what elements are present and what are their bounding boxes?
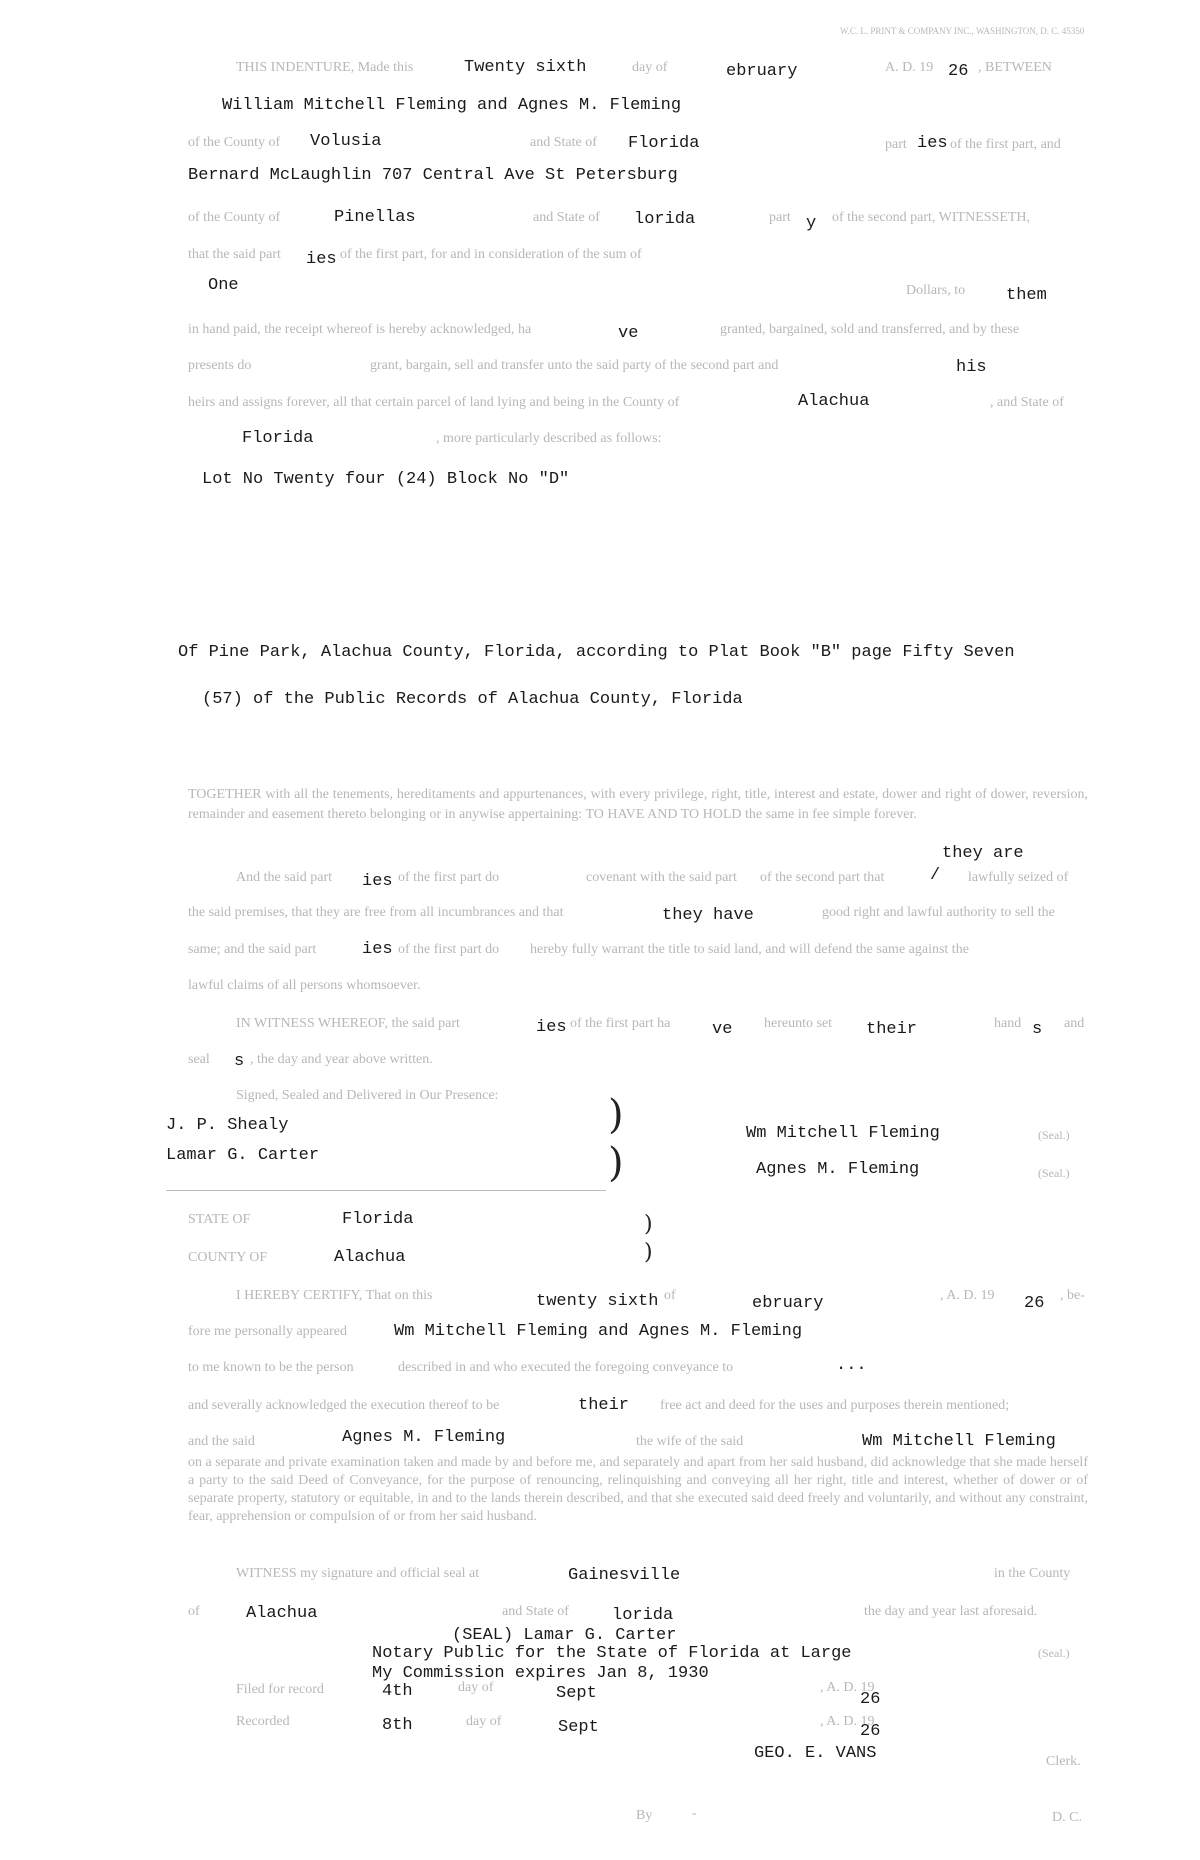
covenant-text: lawful claims of all persons whomsoever. [188,978,421,993]
described-label: , more particularly described as follows: [436,431,662,446]
seal-label: seal [188,1052,210,1067]
witness-seal-text: WITNESS my signature and official seal at [236,1566,480,1581]
divider-rule [166,1190,606,1191]
filed-month: Sept [556,1684,597,1703]
year-value: 26 [948,62,969,81]
part-suffix: ies [536,1018,567,1037]
covenant-text: hereby fully warrant the title to said land, and will defend the same against the [530,942,969,957]
ack-county: Alachua [246,1604,318,1623]
consideration-text: of the first part, for and in consideration of the sum of [340,247,642,262]
county-label: COUNTY OF [188,1250,268,1265]
part-suffix: ies [362,872,393,891]
wife-name: Agnes M. Fleming [342,1428,506,1447]
presents-do: presents do [188,358,252,373]
ack-month: ebruary [752,1294,824,1313]
amount-value: One [208,276,239,295]
wife-text: and the said [188,1434,255,1449]
granted-text: granted, bargained, sold and transferred, and by these [720,322,1020,337]
day-value: Twenty sixth [464,58,587,77]
that-said-part: that the said part [188,247,281,262]
in-county-label: in the County [994,1566,1071,1581]
slash-mark: / [930,866,941,885]
witness-clause: IN WITNESS WHEREOF, the said part [236,1016,460,1031]
state-value: Florida [342,1210,414,1229]
day-year-text: , the day and year above written. [250,1052,433,1067]
by-label: By [636,1808,653,1823]
severally-text: and severally acknowledged the execution thereof to be [188,1398,500,1413]
grantor-signature: Agnes M. Fleming [756,1160,920,1179]
ack-day: twenty sixth [536,1292,659,1311]
seal-label: (Seal.) [1038,1166,1070,1180]
clerk-label: Clerk. [1046,1754,1081,1769]
covenant-text: of the first part do [398,942,500,957]
appeared-names: Wm Mitchell Fleming and Agnes M. Fleming [394,1322,803,1341]
indenture-intro: THIS INDENTURE, Made this [236,60,414,75]
grantee: Bernard McLaughlin 707 Central Ave St Petersburg [188,166,678,185]
appeared-text: fore me personally appeared [188,1324,347,1339]
covenant-text: And the said part [236,870,333,885]
husband-name: Wm Mitchell Fleming [862,1432,1056,1451]
recorded-month: Sept [558,1718,599,1737]
ad-label: , A. D. 19 [820,1680,875,1695]
filed-year: 26 [860,1690,881,1709]
seal-label: (Seal.) [1038,1128,1070,1142]
and-state-label: and State of [502,1604,569,1619]
ad-label: A. D. 19 [885,60,934,75]
covenant-text: lawfully seized of [968,870,1069,885]
covenant-text: the said premises, that they are free from all incumbrances and that [188,905,564,920]
and-label: and [1064,1016,1085,1031]
covenant-text: of the first part do [398,870,500,885]
clerk-name: GEO. E. VANS [754,1744,877,1763]
filed-label: Filed for record [236,1682,324,1697]
venue-brace: ) [644,1212,653,1237]
witness-signature: J. P. Shealy [166,1116,289,1135]
deputy-clerk-label: D. C. [1052,1810,1082,1825]
witness-clause: hereunto set [764,1016,833,1031]
ack-year: 26 [1024,1294,1045,1313]
grantee-state: lorida [634,210,696,229]
notary-title: Notary Public for the State of Florida at Large [372,1644,852,1663]
county-value: Alachua [334,1248,406,1267]
between-label: , BETWEEN [978,60,1052,75]
month-value: ebruary [726,62,798,81]
day-of-label: day of [466,1714,502,1729]
paid-receipt-text: in hand paid, the receipt whereof is hereby acknowledged, ha [188,322,532,337]
and-state-label: , and State of [990,395,1064,410]
ack-ad: , A. D. 19 [940,1288,995,1303]
signature-brace: ) [608,1140,624,1186]
ack-be: , be- [1060,1288,1085,1303]
grantor-state: Florida [628,134,700,153]
known-dots: ... [836,1356,867,1375]
part-suffix: y [806,214,817,233]
day-of-label: day of [458,1680,494,1695]
recorded-label: Recorded [236,1714,290,1729]
last-aforesaid-text: the day and year last aforesaid. [864,1604,1038,1619]
hand-label: hand [994,1016,1022,1031]
seal-suffix: s [234,1052,245,1071]
they-are-value: they are [942,844,1024,863]
to-whom-value: them [1006,286,1047,305]
signature-brace: ) [608,1092,624,1138]
together-clause: TOGETHER with all the tenements, hereditaments and appurtenances, with every privilege, right, title, interest and estate, dower and right of dower, reversion, remainder and easement thereto belonging or in anywise appertaining: TO HAVE AND TO HOLD the same in fee simple forever. [188,787,1088,822]
state-label: STATE OF [188,1212,251,1227]
day-of-label: day of [632,60,668,75]
recorded-day: 8th [382,1716,413,1735]
part-label: part [885,137,907,152]
by-dash: - [692,1806,697,1821]
seal-label: (Seal.) [1038,1646,1070,1660]
first-part-label: of the first part, and [950,137,1061,152]
part-suffix: ies [362,940,393,959]
separate-examination-text: on a separate and private examination taken and made by and before me, and separately and apart from her said husband, did acknowledge that she made herself a party to the said Deed of Conveyance, for the purpose of renouncing, relinquishing and conveying all her right, title and interest, whether of dower or of separate property, statutory or equitable, in and to the lands therein described, and that she executed said deed freely and voluntarily, and without any constraint, fear, apprehension or compulsion of or from her said husband. [188,1455,1088,1524]
ack-state: lorida [612,1606,674,1625]
ack-day-of: of [664,1288,676,1303]
commission-expiry: My Commission expires Jan 8, 1930 [372,1664,709,1683]
severally-their: their [578,1396,630,1415]
wife-text: the wife of the said [636,1434,744,1449]
venue-brace: ) [644,1240,653,1265]
grantor-signature: Wm Mitchell Fleming [746,1124,940,1143]
witnesseth-label: of the second part, WITNESSETH, [832,210,1031,225]
known-text: described in and who executed the foregoing conveyance to [398,1360,734,1375]
covenant-text: covenant with the said part [586,870,737,885]
grantor-county: Volusia [310,132,382,151]
filed-day: 4th [382,1682,413,1701]
they-have-value: they have [662,906,754,925]
covenant-text: same; and the said part [188,942,317,957]
dollars-to-label: Dollars, to [906,283,966,298]
severally-text: free act and deed for the uses and purposes therein mentioned; [660,1398,1010,1413]
of-label: of [188,1604,200,1619]
ad-label: , A. D. 19 [820,1714,875,1729]
printer-line: W.C. L. PRINT & COMPANY INC., WASHINGTON, D. C. 45350 [840,26,1085,36]
grantors: William Mitchell Fleming and Agnes M. Fleming [222,96,682,115]
hand-suffix: s [1032,1020,1043,1039]
known-text: to me known to be the person [188,1360,354,1375]
have-suffix: ve [618,324,639,343]
witness-signature: Lamar G. Carter [166,1146,320,1165]
part-label: part [769,210,791,225]
property-state: Florida [242,429,314,448]
signed-sealed-label: Signed, Sealed and Delivered in Our Presence: [236,1088,499,1103]
legal-description-line: (57) of the Public Records of Alachua County, Florida [202,690,743,709]
have-suffix: ve [712,1020,733,1039]
recorded-year: 26 [860,1722,881,1741]
legal-description-line: Lot No Twenty four (24) Block No "D" [202,470,570,489]
grant-bargain-text: grant, bargain, sell and transfer unto the said party of the second part and [370,358,779,373]
city-value: Gainesville [568,1566,681,1585]
grantee-county: Pinellas [334,208,416,227]
county-of-label: of the County of [188,210,281,225]
covenant-text: of the second part that [760,870,885,885]
heirs-assigns-text: heirs and assigns forever, all that certain parcel of land lying and being in the County of [188,395,680,410]
witness-clause: of the first part ha [570,1016,671,1031]
grantee-pronoun: his [956,358,987,377]
state-of-label: and State of [533,210,600,225]
county-of-label: of the County of [188,135,281,150]
their-value: their [866,1020,918,1039]
property-county: Alachua [798,392,870,411]
covenant-text: good right and lawful authority to sell the [822,905,1055,920]
state-of-label: and State of [530,135,597,150]
notary-seal-signature: (SEAL) Lamar G. Carter [452,1626,677,1645]
part-suffix: ies [917,134,948,153]
certify-text: I HEREBY CERTIFY, That on this [236,1288,433,1303]
legal-description-line: Of Pine Park, Alachua County, Florida, according to Plat Book "B" page Fifty Seven [178,643,1015,662]
part-suffix: ies [306,250,337,269]
